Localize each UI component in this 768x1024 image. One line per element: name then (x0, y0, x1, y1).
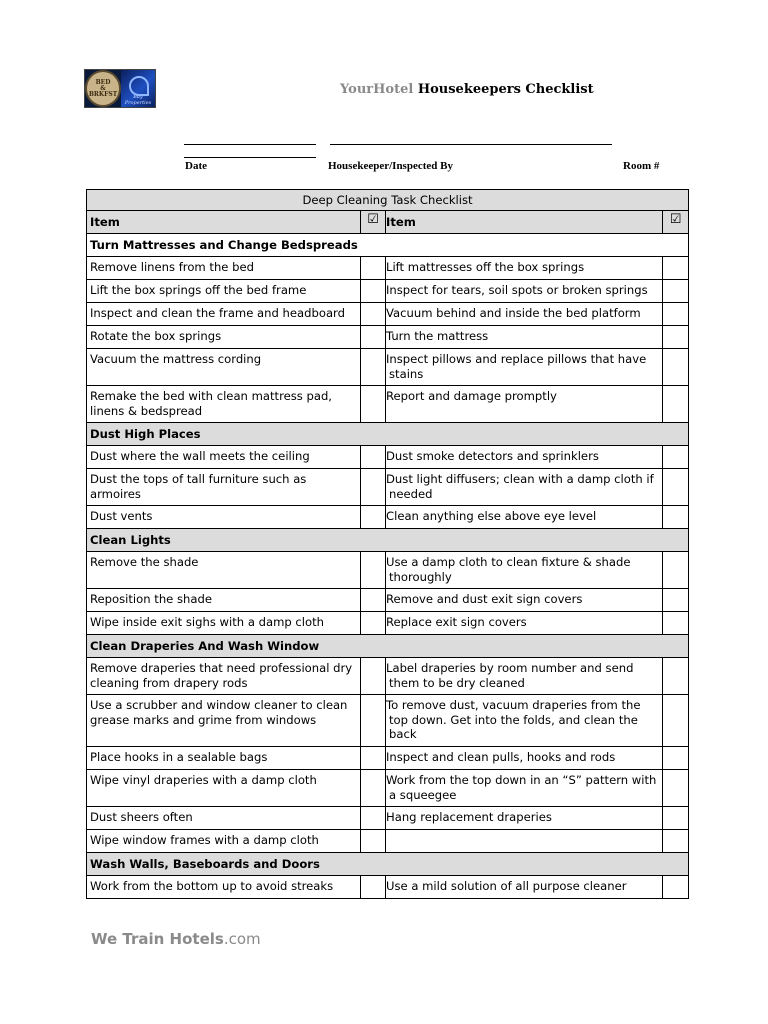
task-checkbox[interactable] (361, 770, 386, 807)
task-checkbox[interactable] (663, 695, 689, 747)
task-checkbox[interactable] (361, 257, 386, 280)
task-checkbox[interactable] (361, 830, 386, 853)
task-item: Inspect for tears, soil spots or broken springs (386, 280, 663, 303)
task-checkbox[interactable] (361, 469, 386, 506)
bed-and-breakfast-seal-icon: BED & BRKFST (85, 70, 121, 107)
table-row (87, 326, 689, 349)
table-title: Deep Cleaning Task Checklist (87, 190, 689, 211)
table-row (87, 876, 689, 899)
table-row (87, 280, 689, 303)
footer-brand-name: We Train Hotels (91, 930, 224, 948)
task-item: Reposition the shade (87, 589, 361, 612)
task-item: Work from the top down in an “S” pattern with a squeegee (386, 770, 663, 807)
task-item: Remake the bed with clean mattress pad, linens & bedspread (87, 386, 361, 423)
date-line-top (184, 144, 316, 145)
footer-brand-suffix: .com (223, 930, 261, 948)
table-row (87, 469, 689, 506)
footer-brand (91, 930, 261, 948)
table-row (87, 830, 689, 853)
task-checkbox[interactable] (361, 695, 386, 747)
task-item: Work from the bottom up to avoid streaks (87, 876, 361, 899)
task-item: Place hooks in a sealable bags (87, 747, 361, 770)
task-item: Turn the mattress (386, 326, 663, 349)
task-item: Vacuum the mattress cording (87, 349, 361, 386)
task-item: Inspect pillows and replace pillows that have stains (386, 349, 663, 386)
hotel-logo (84, 69, 156, 108)
task-checkbox[interactable] (663, 446, 689, 469)
task-item: Dust smoke detectors and sprinklers (386, 446, 663, 469)
table-title-row (87, 190, 689, 211)
task-checkbox[interactable] (663, 589, 689, 612)
item-header: Item (87, 211, 361, 234)
task-item: Use a damp cloth to clean fixture & shade thoroughly (386, 552, 663, 589)
task-checkbox[interactable] (361, 386, 386, 423)
task-item: Lift mattresses off the box springs (386, 257, 663, 280)
section-title: Wash Walls, Baseboards and Doors (87, 853, 689, 876)
task-checkbox[interactable] (663, 349, 689, 386)
item-header-2: Item (386, 211, 663, 234)
task-checkbox[interactable] (361, 326, 386, 349)
task-checkbox[interactable] (663, 303, 689, 326)
section-row (87, 423, 689, 446)
task-item: Inspect and clean pulls, hooks and rods (386, 747, 663, 770)
deep-cleaning-table (86, 189, 689, 899)
task-item: Remove draperies that need professional dry cleaning from drapery rods (87, 658, 361, 695)
task-checkbox[interactable] (663, 770, 689, 807)
section-row (87, 234, 689, 257)
logo-caption: Bay Properties (124, 94, 152, 106)
table-row (87, 552, 689, 589)
task-checkbox[interactable] (361, 303, 386, 326)
section-row (87, 853, 689, 876)
housekeeper-label: Housekeeper/Inspected By (328, 160, 453, 172)
task-item: Lift the box springs off the bed frame (87, 280, 361, 303)
task-item: Dust light diffusers; clean with a damp cloth if needed (386, 469, 663, 506)
task-item: To remove dust, vacuum draperies from the top down. Get into the folds, and clean the back (386, 695, 663, 747)
table-row (87, 807, 689, 830)
section-title: Turn Mattresses and Change Bedspreads (87, 234, 689, 257)
task-item: Hang replacement draperies (386, 807, 663, 830)
task-item: Vacuum behind and inside the bed platform (386, 303, 663, 326)
task-item: Use a scrubber and window cleaner to clean grease marks and grime from windows (87, 695, 361, 747)
section-title: Dust High Places (87, 423, 689, 446)
table-row (87, 349, 689, 386)
table-row (87, 612, 689, 635)
task-item (386, 830, 663, 853)
task-checkbox[interactable] (361, 807, 386, 830)
checked-box-icon: ☑ (663, 211, 689, 234)
task-item: Clean anything else above eye level (386, 506, 663, 529)
task-checkbox[interactable] (663, 506, 689, 529)
task-checkbox[interactable] (361, 589, 386, 612)
table-row (87, 303, 689, 326)
task-checkbox[interactable] (663, 552, 689, 589)
table-row (87, 446, 689, 469)
housekeeper-line (330, 144, 612, 145)
task-checkbox[interactable] (663, 807, 689, 830)
task-item: Dust sheers often (87, 807, 361, 830)
task-checkbox[interactable] (663, 612, 689, 635)
date-label: Date (185, 160, 207, 172)
checklist-title: Housekeepers Checklist (417, 82, 594, 97)
task-item: Label draperies by room number and send them to be dry cleaned (386, 658, 663, 695)
table-row (87, 589, 689, 612)
task-item: Remove linens from the bed (87, 257, 361, 280)
task-checkbox[interactable] (663, 469, 689, 506)
task-checkbox[interactable] (361, 747, 386, 770)
task-checkbox[interactable] (361, 876, 386, 899)
task-checkbox[interactable] (663, 747, 689, 770)
table-row (87, 747, 689, 770)
table-row (87, 257, 689, 280)
logo-graphic (121, 70, 155, 107)
task-item: Rotate the box springs (87, 326, 361, 349)
hotel-brand: YourHotel (340, 82, 414, 97)
task-checkbox[interactable] (663, 830, 689, 853)
task-item: Use a mild solution of all purpose cleaner (386, 876, 663, 899)
section-row (87, 635, 689, 658)
task-item: Dust vents (87, 506, 361, 529)
table-row (87, 770, 689, 807)
section-title: Clean Lights (87, 529, 689, 552)
task-checkbox[interactable] (663, 326, 689, 349)
table-row (87, 658, 689, 695)
table-row (87, 386, 689, 423)
task-item: Dust the tops of tall furniture such as armoires (87, 469, 361, 506)
page-title (340, 82, 594, 97)
room-label: Room # (623, 160, 660, 172)
task-item: Dust where the wall meets the ceiling (87, 446, 361, 469)
task-item: Remove and dust exit sign covers (386, 589, 663, 612)
task-checkbox[interactable] (361, 280, 386, 303)
task-checkbox[interactable] (361, 658, 386, 695)
section-row (87, 529, 689, 552)
task-checkbox[interactable] (663, 876, 689, 899)
task-item: Replace exit sign covers (386, 612, 663, 635)
date-line (184, 157, 316, 158)
column-header-row (87, 211, 689, 234)
task-item: Report and damage promptly (386, 386, 663, 423)
task-item: Remove the shade (87, 552, 361, 589)
task-checkbox[interactable] (663, 257, 689, 280)
task-checkbox[interactable] (663, 658, 689, 695)
task-checkbox[interactable] (361, 552, 386, 589)
section-title: Clean Draperies And Wash Window (87, 635, 689, 658)
task-checkbox[interactable] (361, 612, 386, 635)
task-item: Wipe vinyl draperies with a damp cloth (87, 770, 361, 807)
task-item: Wipe inside exit sighs with a damp cloth (87, 612, 361, 635)
table-row (87, 506, 689, 529)
task-item: Inspect and clean the frame and headboard (87, 303, 361, 326)
task-checkbox[interactable] (361, 506, 386, 529)
task-item: Wipe window frames with a damp cloth (87, 830, 361, 853)
checked-box-icon: ☑ (361, 211, 386, 234)
task-checkbox[interactable] (361, 349, 386, 386)
table-row (87, 695, 689, 747)
task-checkbox[interactable] (663, 280, 689, 303)
task-checkbox[interactable] (663, 386, 689, 423)
task-checkbox[interactable] (361, 446, 386, 469)
